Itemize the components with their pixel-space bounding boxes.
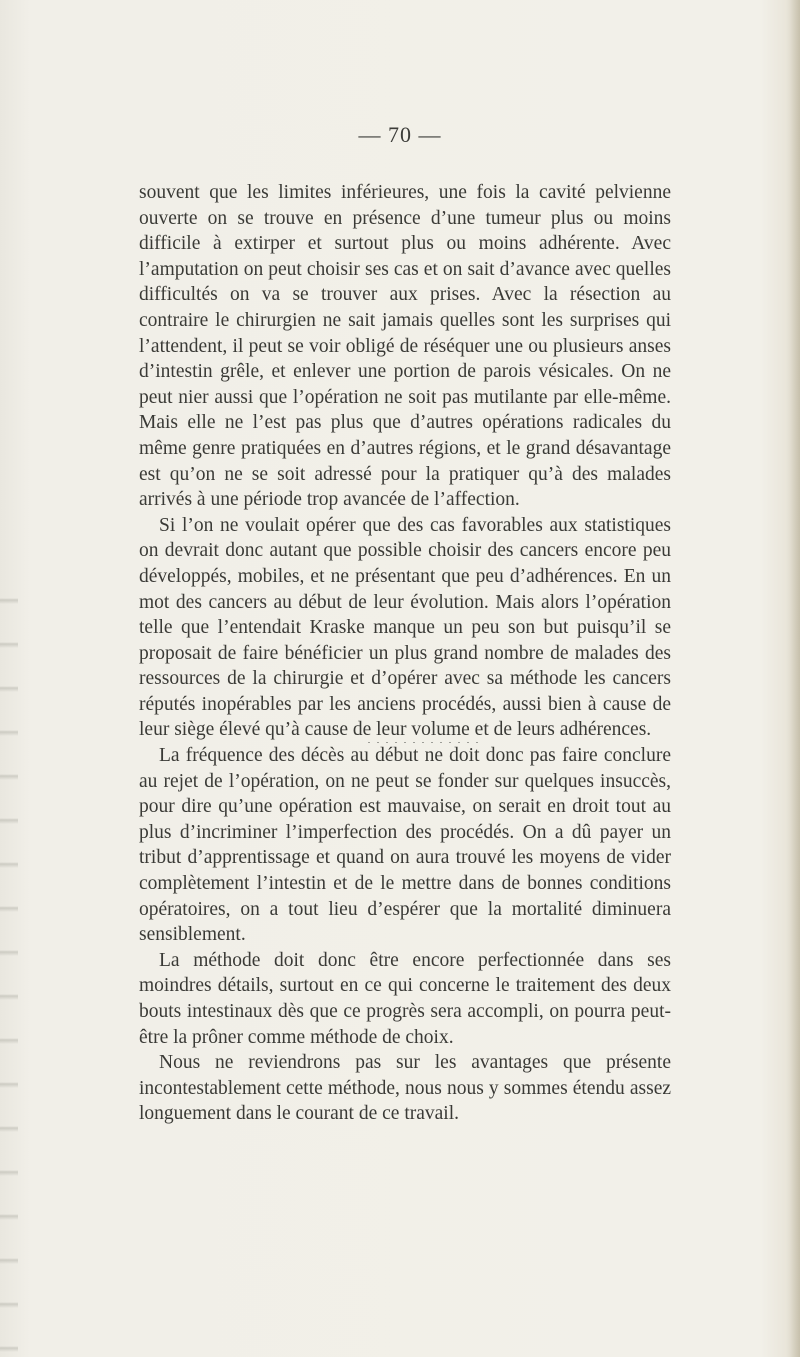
body-text <box>139 180 671 1127</box>
end-of-text-rule <box>368 742 480 743</box>
paragraph-3: La fréquence des décès au début ne doit donc pas faire conclure au rejet de l’opération, on ne peut se fonder sur quelques insuccès, pour dire qu’une opération est mauvaise, on serait en droit tout au plus d’incriminer l’imperfection des procédés. On a dû payer un tribut d’apprentissage et quand on aura trouvé les moyens de vider complètement l’intestin et de le mettre dans de bonnes conditions opératoires, on a tout lieu d’espérer que la mortalité diminuera sensiblement. <box>139 745 671 946</box>
page-number: — 70 — <box>358 122 442 147</box>
paragraph-1: souvent que les limites inférieures, une fois la cavité pelvienne ouverte on se trouve en présence d’une tumeur plus ou moins difficile à extirper et surtout plus ou moins adhérente. Avec l’amputation on peut choisir ses cas et on sait d’avance avec quelles difficultés on va se trouver aux prises. Avec la résection au contraire le chirurgien ne sait jamais quelles sont les surprises qui l’attendent, il peut se voir obligé de réséquer une ou plusieurs anses d’intestin grêle, et enlever une portion de parois vésicales. On ne peut nier aussi que l’opération ne soit pas mutilante par elle-même. Mais elle ne l’est pas plus que d’autres opérations radicales du même genre pratiquées en d’autres régions, et le grand désavantage est qu’on ne se soit adressé pour la pratiquer qu’à des malades arrivés à une période trop avancée de l’affection. <box>139 182 671 511</box>
scan-margin-specks <box>0 560 18 1357</box>
page-edge-shadow <box>786 0 800 1357</box>
paragraph-5: Nous ne reviendrons pas sur les avantages que présente incontestablement cette méthode, nous nous y sommes étendu assez longuement dans le courant de ce travail. <box>139 1052 671 1125</box>
paragraph-2: Si l’on ne voulait opérer que des cas favorables aux statistiques on devrait donc autant que possible choisir des cancers encore peu développés, mobiles, et ne présentant que peu d’adhérences. En un mot des cancers au début de leur évolution. Mais alors l’opération telle que l’entendait Kraske manque un peu son but puisqu’il se proposait de faire bénéficier un plus grand nombre de malades des ressources de la chirurgie et d’opérer avec sa méthode les cancers réputés inopérables par les anciens procédés, aussi bien à cause de leur siège élevé qu’à cause de leur volume et de leurs adhérences. <box>139 514 671 741</box>
paragraph-4: La méthode doit donc être encore perfectionnée dans ses moindres détails, surtout en ce qui concerne le traitement des deux bouts intestinaux dès que ce progrès sera accompli, on pourra peut-être la prôner comme méthode de choix. <box>139 949 671 1048</box>
